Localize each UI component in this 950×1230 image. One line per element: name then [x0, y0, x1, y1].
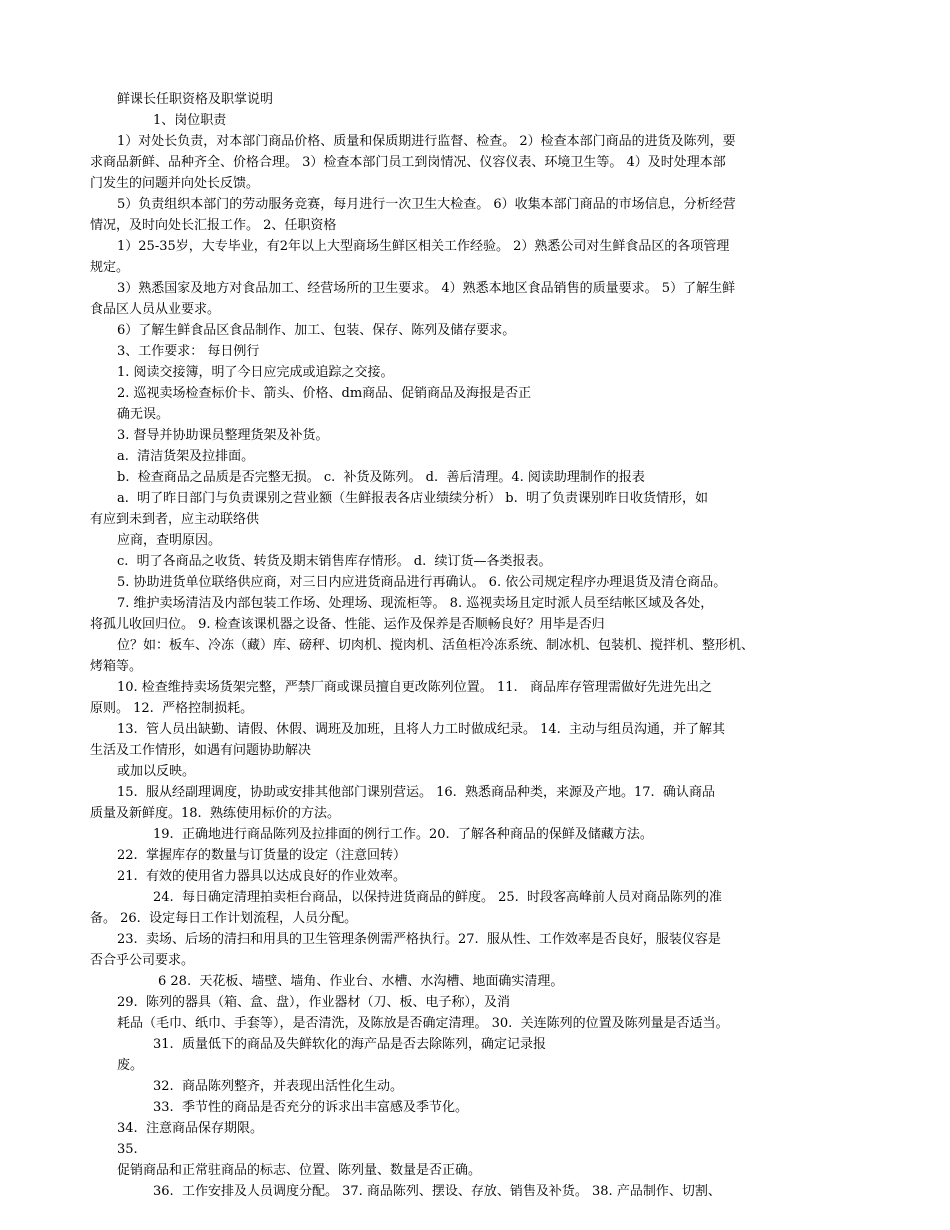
- doc-line: 15. 服从经副理调度，协助或安排其他部门课别营运。 16. 熟悉商品种类，来源及产地。17. 确认商品: [117, 785, 715, 800]
- doc-line: 应商，查明原因。: [117, 533, 222, 548]
- doc-line: 21. 有效的使用省力器具以达成良好的作业效率。: [117, 869, 406, 884]
- doc-line: 6 28. 天花板、墙壁、墙角、作业台、水槽、水沟槽、地面确实清理。: [158, 974, 564, 989]
- doc-line: a. 清洁货架及拉排面。: [117, 449, 255, 464]
- doc-line: c. 明了各商品之收货、转货及期末销售库存情形。 d. 续订货—各类报表。: [117, 554, 552, 569]
- section-heading: 1、岗位职责: [153, 113, 227, 128]
- doc-line: 6）了解生鲜食品区食品制作、加工、包装、保存、陈列及储存要求。: [117, 323, 516, 338]
- doc-line: a. 明了昨日部门与负责课别之营业额（生鲜报表各店业绩续分析） b. 明了负责课别昨日收货情形，如: [117, 491, 708, 506]
- doc-line: 否合乎公司要求。: [90, 953, 195, 968]
- doc-line: 有应到未到者，应主动联络供: [90, 512, 260, 527]
- doc-line: 3）熟悉国家及地方对食品加工、经营场所的卫生要求。 4）熟悉本地区食品销售的质量要求。 5）了解生鲜: [117, 281, 736, 296]
- doc-line: 烤箱等。: [90, 659, 143, 674]
- doc-line: 24. 每日确定清理拍卖柜台商品，以保持进货商品的鲜度。 25. 时段客高峰前人员对商品陈列的准: [153, 890, 723, 905]
- doc-line: 23. 卖场、后场的清扫和用具的卫生管理条例需严格执行。27. 服从性、工作效率是否良好，服装仪容是: [117, 932, 721, 947]
- doc-line: 33. 季节性的商品是否充分的诉求出丰富感及季节化。: [153, 1100, 468, 1115]
- doc-line: 13. 管人员出缺勤、请假、休假、调班及加班，且将人力工时做成纪录。 14. 主动与组员沟通，并了解其: [117, 722, 726, 737]
- section-heading: 3、工作要求： 每日例行: [117, 344, 260, 359]
- doc-line: 1）25-35岁，大专毕业，有2年以上大型商场生鲜区相关工作经验。 2）熟悉公司对生鲜食品区的各项管理: [117, 239, 730, 254]
- doc-line: 5. 协助进货单位联络供应商，对三日内应进货商品进行再确认。 6. 依公司规定程序办理退货及清仓商品。: [117, 575, 727, 590]
- doc-line: 34. 注意商品保存期限。: [117, 1121, 263, 1136]
- doc-line: 门发生的问题并向处长反馈。: [90, 176, 260, 191]
- doc-line: 废。: [117, 1058, 144, 1073]
- doc-line: 29. 陈列的器具（箱、盒、盘），作业器材（刀、板、电子称），及消: [117, 995, 510, 1010]
- doc-line: 22. 掌握库存的数量与订货量的设定（注意回转）: [117, 848, 406, 863]
- doc-line: 情况，及时向处长汇报工作。 2、任职资格: [90, 218, 337, 233]
- doc-line: 耗品（毛巾、纸巾、手套等），是否清洗，及陈放是否确定清理。 30. 关连陈列的位置及陈列量是否适当。: [117, 1016, 729, 1031]
- doc-line: 促销商品和正常驻商品的标志、位置、陈列量、数量是否正确。: [117, 1163, 482, 1178]
- doc-line: 35.: [117, 1142, 138, 1157]
- doc-line: 食品区人员从业要求。: [90, 302, 221, 317]
- doc-line: 7. 维护卖场清洁及内部包装工作场、处理场、现流柜等。 8. 巡视卖场且定时派人员至结帐区域及各处，: [117, 596, 714, 611]
- doc-line: 1）对处长负责，对本部门商品价格、质量和保质期进行监督、检查。 2）检查本部门商品的进货及陈列，要: [117, 134, 736, 149]
- doc-line: 规定。: [90, 260, 130, 275]
- doc-title: 鲜课长任职资格及职掌说明: [117, 92, 274, 107]
- doc-line: 3. 督导并协助课员整理货架及补货。: [117, 428, 329, 443]
- doc-line: 位？如：板车、冷冻（藏）库、磅秤、切肉机、搅肉机、活鱼柜冷冻系统、制冰机、包装机、搅拌机、整形机、: [117, 638, 755, 653]
- doc-line: 质量及新鲜度。18. 熟练使用标价的方法。: [90, 806, 340, 821]
- doc-line: 36. 工作安排及人员调度分配。 37. 商品陈列、摆设、存放、销售及补货。 38. 产品制作、切割、: [153, 1184, 721, 1199]
- doc-line: 2. 巡视卖场检查标价卡、箭头、价格、dm商品、促销商品及海报是否正: [117, 386, 532, 401]
- doc-line: 或加以反映。: [117, 764, 196, 779]
- doc-line: 1. 阅读交接簿，明了今日应完成或追踪之交接。: [117, 365, 394, 380]
- doc-line: 求商品新鲜、品种齐全、价格合理。 3）检查本部门员工到岗情况、仪容仪表、环境卫生等。 4）及时处理本部: [90, 155, 726, 170]
- doc-line: b. 检查商品之品质是否完整无损。 c. 补货及陈列。 d. 善后清理。4. 阅读助理制作的报表: [117, 470, 645, 485]
- doc-line: 19. 正确地进行商品陈列及拉排面的例行工作。20. 了解各种商品的保鲜及储藏方法。: [153, 827, 653, 842]
- doc-line: 10. 检查维持卖场货架完整，严禁厂商或课员擅自更改陈列位置。 11. 商品库存管理需做好先进先出之: [117, 680, 713, 695]
- doc-line: 5）负责组织本部门的劳动服务竞赛，每月进行一次卫生大检查。 6）收集本部门商品的市场信息，分析经营: [117, 197, 736, 212]
- doc-line: 生活及工作情形，如遇有问题协助解决: [90, 743, 312, 758]
- doc-line: 31. 质量低下的商品及失鲜软化的海产品是否去除陈列，确定记录报: [153, 1037, 546, 1052]
- doc-line: 原则。 12. 严格控制损耗。: [90, 701, 254, 716]
- doc-line: 确无误。: [117, 407, 170, 422]
- doc-line: 将孤儿收回归位。 9. 检查该课机器之设备、性能、运作及保养是否顺畅良好？用毕是否归: [90, 617, 605, 632]
- doc-line: 备。 26. 设定每日工作计划流程，人员分配。: [90, 911, 358, 926]
- doc-line: 32. 商品陈列整齐，并表现出活性化生动。: [153, 1079, 403, 1094]
